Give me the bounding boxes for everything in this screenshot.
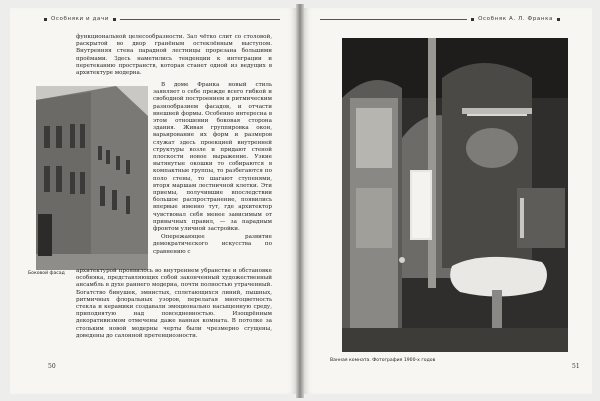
text-top [76,34,272,78]
photo-caption-left: Боковой фасад [28,271,65,276]
bathroom-illustration [342,38,568,352]
paragraph: Опережающее развитие демократического искусства по сравнению с [153,234,272,255]
ornament-square-icon [471,18,474,21]
left-page [10,8,296,394]
text-side [153,82,272,257]
page-number-right: 51 [572,363,580,370]
running-head-right [320,14,564,24]
running-head-rule [320,19,467,20]
bathroom-photo [342,38,568,352]
running-head-rule [120,19,280,20]
building-side-facade-photo [36,86,148,270]
right-page [304,8,592,394]
page-number-left: 50 [48,363,56,370]
running-head-left [40,14,280,24]
paragraph: В доме Франка новый стиль заявляет о себе прежде всего гибкой и свободной построением и ритмическим разнообразием фасадов, и отчасти внешней формы. Особенно интересна в этом отношении боковая сторона здания. Живая группировка окон, варьирование их форм и размеров служат здесь проекцией внутренней структуры возле и придают стеной плоскости новое выражение. Узкие вытянутые окошки то собираются в компактные группы, то разбегаются по поло стены, то шагают ступенями, вторя маршам лестничной клетки. Эти приемы, получившие впоследствии большое распространение, появились впервые именно тут, где архитектор чувствовал себя менее зависимым от привычных правил, — за парадным фронтом уличной застройки. [153,82,272,233]
ornament-square-icon [113,18,116,21]
text-bottom [76,268,272,341]
running-head-right-text: Особняк А. Л. Франка [478,16,553,22]
ornament-square-icon [557,18,560,21]
photo-caption-right: Ванная комната. Фотография 1900-х годов [330,358,436,363]
ornament-square-icon [44,18,47,21]
paragraph: функциональной целесообразности. Зал чётко слит со столовой, раскрытой во двор гранёным остеклённым выступом. Внутренняя стена парадной лестницы прорезана большими проёмами. Здесь наметились тенденции к интеграции и перетеканию пространств, которая станет одной из ведущих в архитектуре модерна. [76,34,272,77]
building-photo-illustration [36,86,148,270]
paragraph: архитектурой проявилось во внутреннем убранстве и обстановке особняка, представляющих собой законченный художественный ансамбль в духе раннего модерна, почти полностью утраченный. Богатство бинушек, эмнистых, сплетающихся линий, пышных, ритмичных флоральных узоров, перелагая многоцветность стекла и керамики создавали эмоционально насыщенную среду, приподнятую над повседневностью. Изощрённым декоративизмом отмечены даже ванная комната. В потолке за стольким новой модерны черты были чрезмерно сгущены, доведены до салонной претенциозности. [76,268,272,339]
book-gutter [296,4,304,398]
running-head-left-text: Особняки и дачи [51,16,109,22]
